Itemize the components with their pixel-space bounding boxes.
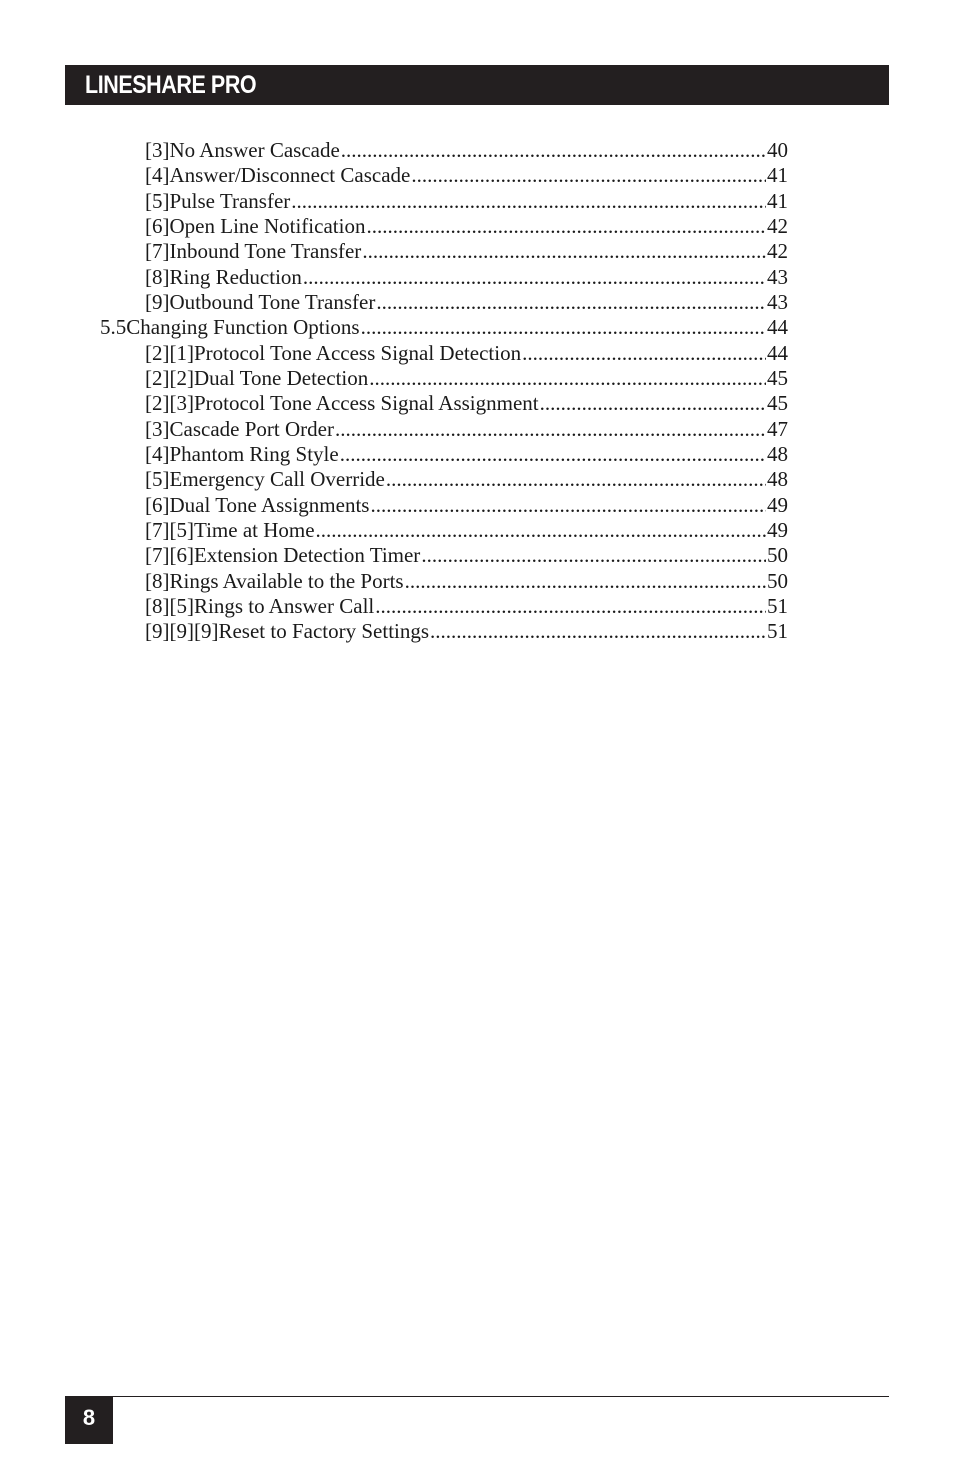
toc-entry bbox=[145, 619, 788, 644]
toc-entry-label: No Answer Cascade bbox=[169, 138, 340, 162]
toc-entry bbox=[145, 214, 788, 239]
toc-entry-label: Reset to Factory Settings bbox=[218, 619, 430, 643]
toc-entry bbox=[145, 163, 788, 188]
toc-entry-number: [5] bbox=[145, 189, 170, 213]
toc-entry-number: [6] bbox=[145, 493, 170, 517]
toc-entry-label: Cascade Port Order bbox=[169, 417, 334, 441]
toc-entry-label: Protocol Tone Access Signal Detection bbox=[193, 341, 522, 365]
toc-entry-number: [4] bbox=[145, 442, 170, 466]
toc-entry-label: Time at Home bbox=[193, 518, 315, 542]
toc-entry-page: 50 bbox=[767, 543, 788, 567]
toc-entry bbox=[145, 442, 788, 467]
toc-entry bbox=[145, 341, 788, 366]
toc-entry-number: [8] bbox=[145, 569, 170, 593]
toc-entry-page: 45 bbox=[767, 366, 788, 390]
toc-section-number: 5.5 bbox=[100, 315, 127, 339]
dot-leader bbox=[522, 341, 766, 366]
toc-entry bbox=[145, 290, 788, 315]
dot-leader bbox=[291, 189, 766, 214]
dot-leader bbox=[386, 467, 766, 492]
toc-entry-number: [9][9][9] bbox=[145, 619, 219, 643]
dot-leader bbox=[335, 417, 766, 442]
toc-entry-label: Outbound Tone Transfer bbox=[169, 290, 376, 314]
toc-entry bbox=[145, 391, 788, 416]
toc-entry-number: [9] bbox=[145, 290, 170, 314]
toc-entry-label: Inbound Tone Transfer bbox=[169, 239, 362, 263]
toc-entry bbox=[145, 569, 788, 594]
dot-leader bbox=[540, 391, 766, 416]
toc-entry-page: 43 bbox=[767, 290, 788, 314]
toc-entry-label: Open Line Notification bbox=[169, 214, 366, 238]
dot-leader bbox=[405, 569, 766, 594]
toc-entry bbox=[145, 467, 788, 492]
dot-leader bbox=[303, 265, 766, 290]
toc-entry-label: Emergency Call Override bbox=[169, 467, 385, 491]
toc-entry-page: 51 bbox=[767, 594, 788, 618]
toc-entry-label: Rings to Answer Call bbox=[193, 594, 375, 618]
dot-leader bbox=[366, 214, 766, 239]
toc-entry bbox=[145, 543, 788, 568]
dot-leader bbox=[362, 239, 766, 264]
toc-entry-label: Dual Tone Detection bbox=[193, 366, 369, 390]
toc-entry-page: 48 bbox=[767, 467, 788, 491]
toc-entry-number: [3] bbox=[145, 138, 170, 162]
toc-entry bbox=[145, 138, 788, 163]
dot-leader bbox=[316, 518, 766, 543]
toc-entry-page: 51 bbox=[767, 619, 788, 643]
toc-entry-number: [2][3] bbox=[145, 391, 194, 415]
toc-entry bbox=[145, 239, 788, 264]
dot-leader bbox=[361, 315, 766, 340]
toc-entry-page: 41 bbox=[767, 189, 788, 213]
toc-entry-number: [4] bbox=[145, 163, 170, 187]
toc-entry-label: Extension Detection Timer bbox=[193, 543, 421, 567]
dot-leader bbox=[340, 442, 766, 467]
toc-entry-label: Ring Reduction bbox=[169, 265, 302, 289]
toc-entry-number: [7] bbox=[145, 239, 170, 263]
dot-leader bbox=[421, 543, 766, 568]
toc-entry bbox=[145, 493, 788, 518]
toc-entry-page: 48 bbox=[767, 442, 788, 466]
toc-entry-number: [7][5] bbox=[145, 518, 194, 542]
toc-entry-page: 41 bbox=[767, 163, 788, 187]
dot-leader bbox=[341, 138, 766, 163]
toc-entry-page: 47 bbox=[767, 417, 788, 441]
toc-entry-number: [8] bbox=[145, 265, 170, 289]
toc-entry-page: 49 bbox=[767, 518, 788, 542]
page-number-box bbox=[65, 1396, 113, 1444]
toc-entry-number: [2][2] bbox=[145, 366, 194, 390]
dot-leader bbox=[375, 594, 766, 619]
toc-entry-page: 42 bbox=[767, 239, 788, 263]
running-header-title: LINESHARE PRO bbox=[85, 71, 257, 99]
toc-entry-number: [2][1] bbox=[145, 341, 194, 365]
toc-section-entry bbox=[100, 315, 788, 340]
toc-entry-label: Answer/Disconnect Cascade bbox=[169, 163, 411, 187]
toc-entry-page: 49 bbox=[767, 493, 788, 517]
toc-entry bbox=[145, 265, 788, 290]
page-number: 8 bbox=[82, 1405, 96, 1430]
dot-leader bbox=[370, 493, 766, 518]
toc-entry-page: 50 bbox=[767, 569, 788, 593]
toc-entry bbox=[145, 189, 788, 214]
toc-entry bbox=[145, 417, 788, 442]
toc-entry-page: 42 bbox=[767, 214, 788, 238]
toc-section-label: Changing Function Options bbox=[126, 315, 360, 339]
toc-entry-label: Phantom Ring Style bbox=[169, 442, 339, 466]
toc-entry-number: [8][5] bbox=[145, 594, 194, 618]
toc-entry-label: Rings Available to the Ports bbox=[169, 569, 404, 593]
dot-leader bbox=[411, 163, 766, 188]
toc-entry-page: 44 bbox=[767, 315, 788, 339]
toc-entry-page: 40 bbox=[767, 138, 788, 162]
dot-leader bbox=[369, 366, 766, 391]
toc-entry bbox=[145, 518, 788, 543]
toc-entry-number: [5] bbox=[145, 467, 170, 491]
dot-leader bbox=[430, 619, 766, 644]
toc-entry-label: Dual Tone Assignments bbox=[169, 493, 370, 517]
toc-entry bbox=[145, 366, 788, 391]
dot-leader bbox=[376, 290, 766, 315]
toc-entry-number: [7][6] bbox=[145, 543, 194, 567]
toc-entry-number: [6] bbox=[145, 214, 170, 238]
toc-entry bbox=[145, 594, 788, 619]
toc-entry-page: 44 bbox=[767, 341, 788, 365]
toc-entry-label: Protocol Tone Access Signal Assignment bbox=[193, 391, 539, 415]
toc-entry-label: Pulse Transfer bbox=[169, 189, 291, 213]
running-header-bar bbox=[65, 65, 889, 105]
toc-entry-page: 45 bbox=[767, 391, 788, 415]
footer-rule bbox=[113, 1396, 889, 1397]
toc-entry-number: [3] bbox=[145, 417, 170, 441]
toc-entry-page: 43 bbox=[767, 265, 788, 289]
